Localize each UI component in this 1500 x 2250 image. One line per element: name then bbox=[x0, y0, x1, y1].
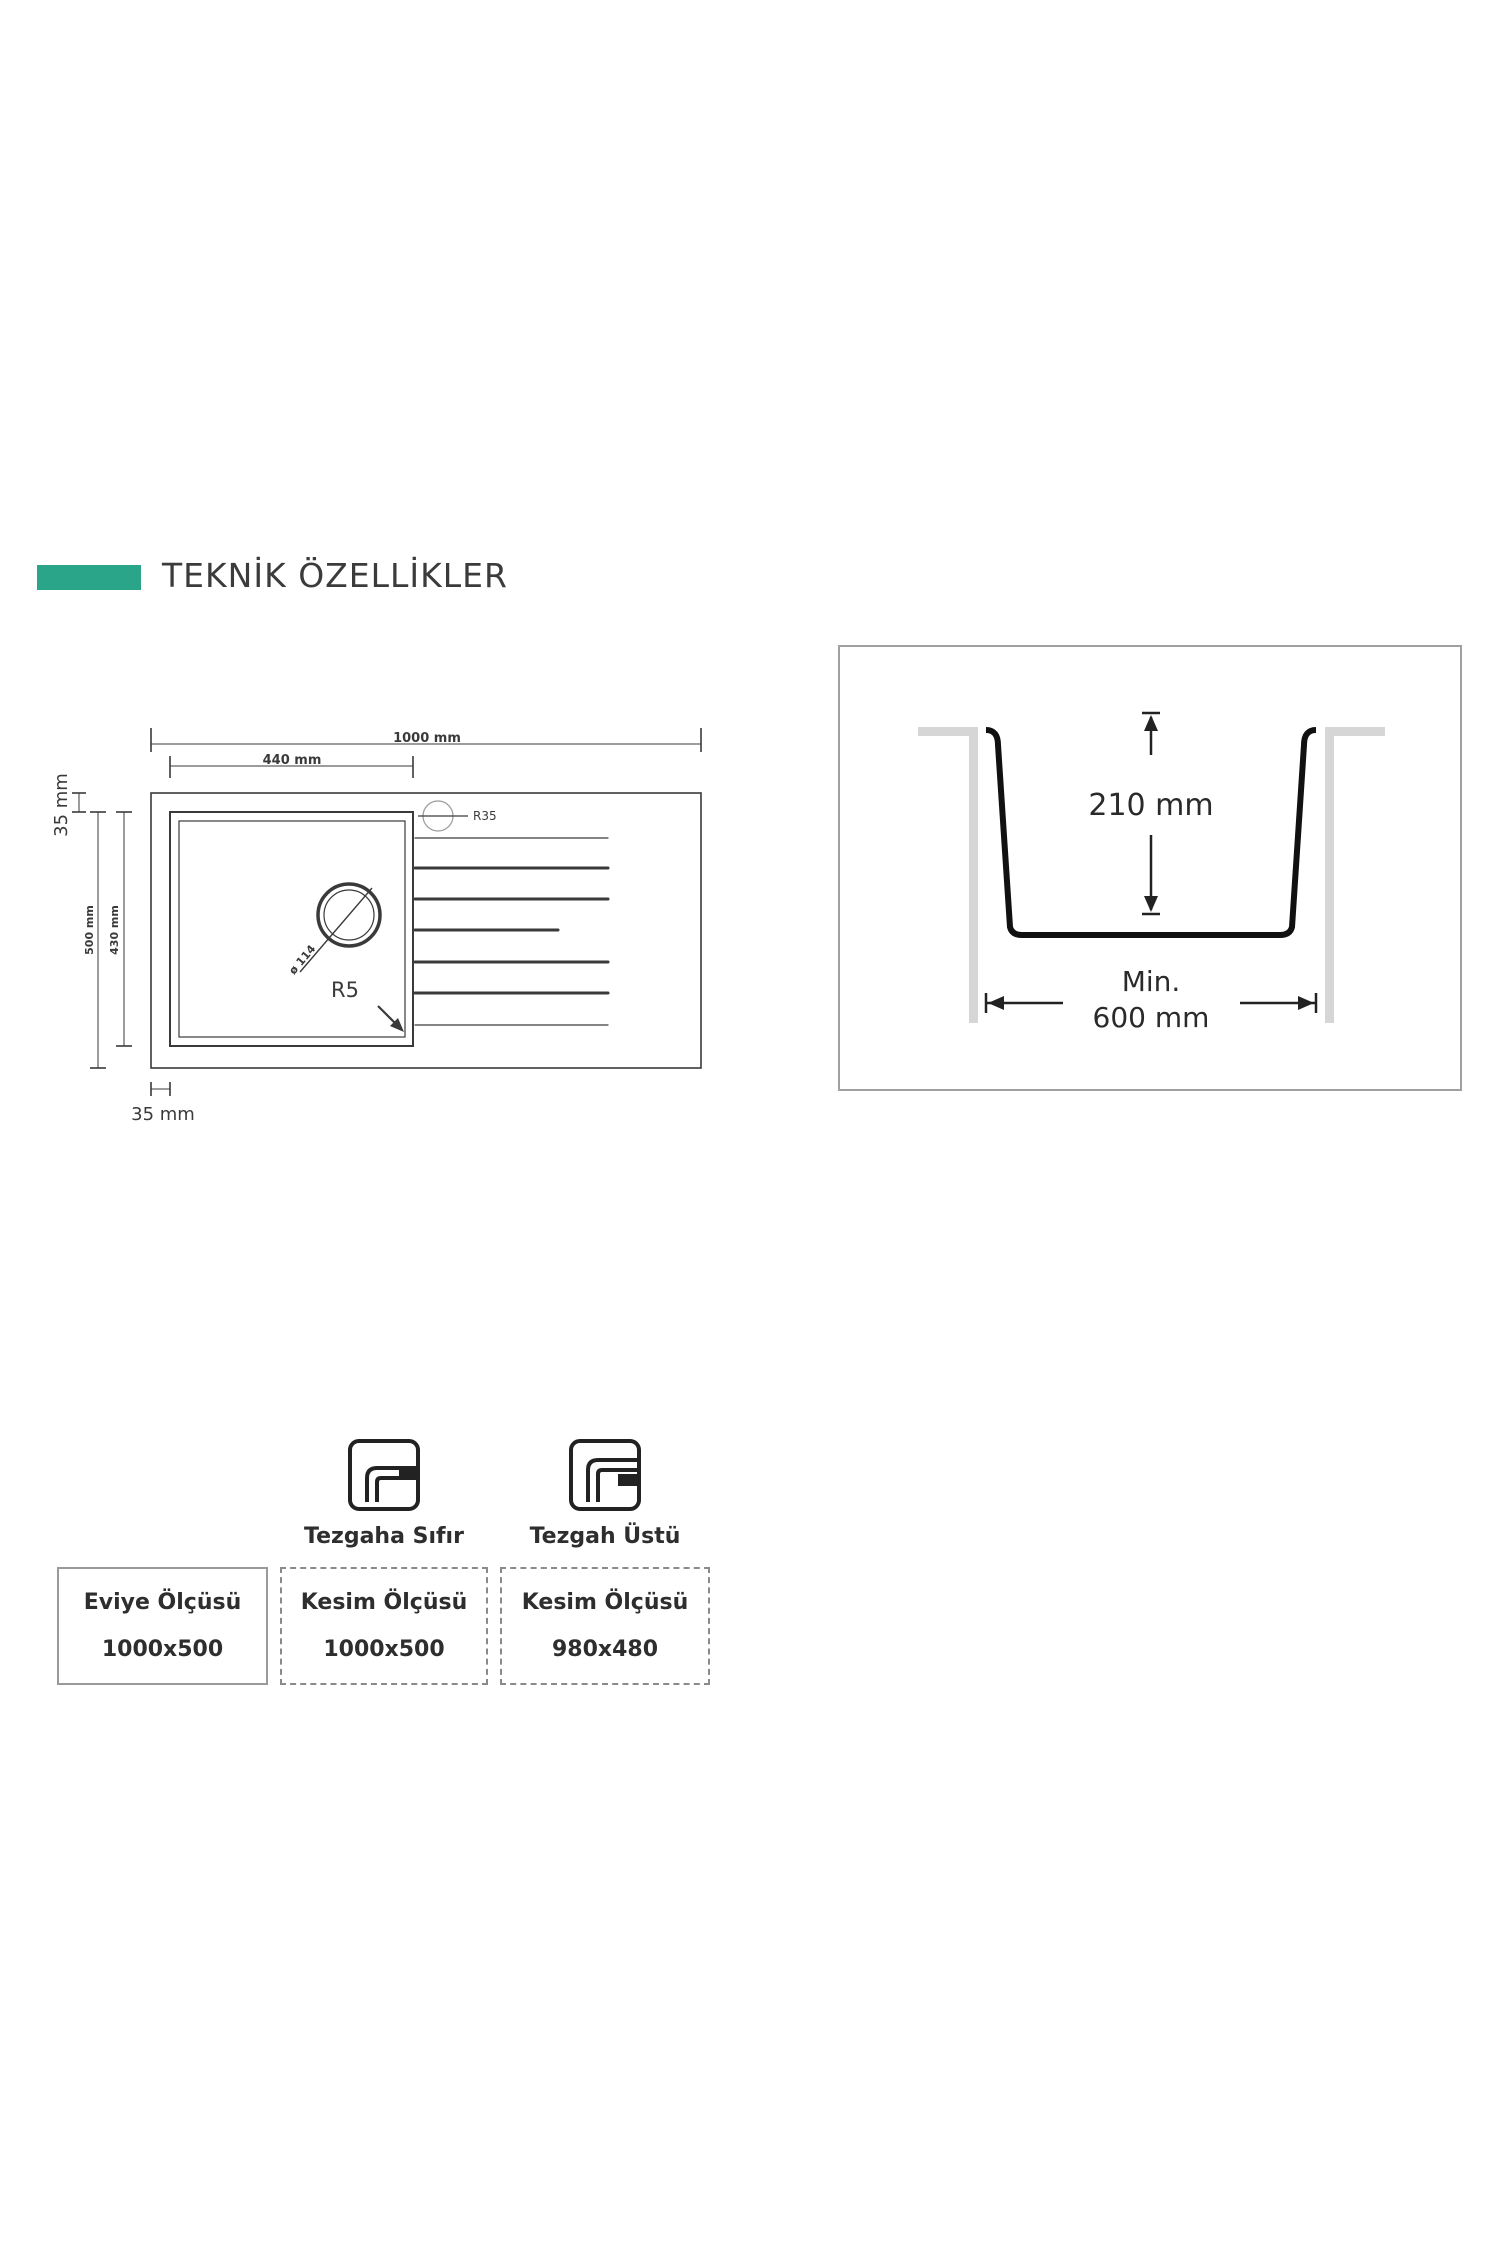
flush-mount-icon bbox=[347, 1438, 421, 1512]
sink-size-value: 1000x500 bbox=[101, 1637, 224, 1662]
top-cut-value: 980x480 bbox=[551, 1637, 659, 1662]
bowl-depth-label: 430 mm bbox=[108, 905, 121, 955]
flush-mount-label: Tezgaha Sıfır bbox=[304, 1524, 464, 1549]
drainboard-grooves bbox=[415, 838, 608, 1025]
overall-width-label: 1000 mm bbox=[393, 731, 461, 746]
overall-depth-label: 500 mm bbox=[83, 905, 96, 955]
top-cut-box bbox=[500, 1567, 710, 1685]
flush-cut-label: Kesim Ölçüsü bbox=[300, 1590, 468, 1615]
top-cut-label: Kesim Ölçüsü bbox=[521, 1590, 689, 1615]
sink-size-box bbox=[57, 1567, 268, 1685]
top-mount-label: Tezgah Üstü bbox=[529, 1524, 681, 1549]
sink-section-drawing bbox=[838, 645, 1462, 1091]
drain-diameter-label: ø 114 bbox=[286, 942, 319, 978]
bowl-inner-outline bbox=[179, 821, 405, 1037]
bowl-width-label: 440 mm bbox=[262, 753, 322, 768]
edge-left-label: 35 mm bbox=[131, 1104, 195, 1125]
sink-top-view-drawing bbox=[0, 0, 760, 1150]
section-title: TEKNİK ÖZELLİKLER bbox=[162, 556, 508, 595]
min-width-label-line2: 600 mm bbox=[1092, 1001, 1210, 1034]
min-width-label-line1: Min. bbox=[1121, 965, 1181, 998]
tap-hole-radius-label: R35 bbox=[473, 809, 497, 823]
sink-size-label: Eviye Ölçüsü bbox=[83, 1590, 242, 1615]
corner-radius-label: R5 bbox=[331, 978, 359, 1002]
top-mount-icon bbox=[568, 1438, 642, 1512]
flush-cut-value: 1000x500 bbox=[323, 1637, 445, 1662]
edge-top-label: 35 mm bbox=[51, 773, 72, 837]
depth-label: 210 mm bbox=[1088, 788, 1214, 823]
flush-cut-box bbox=[280, 1567, 488, 1685]
